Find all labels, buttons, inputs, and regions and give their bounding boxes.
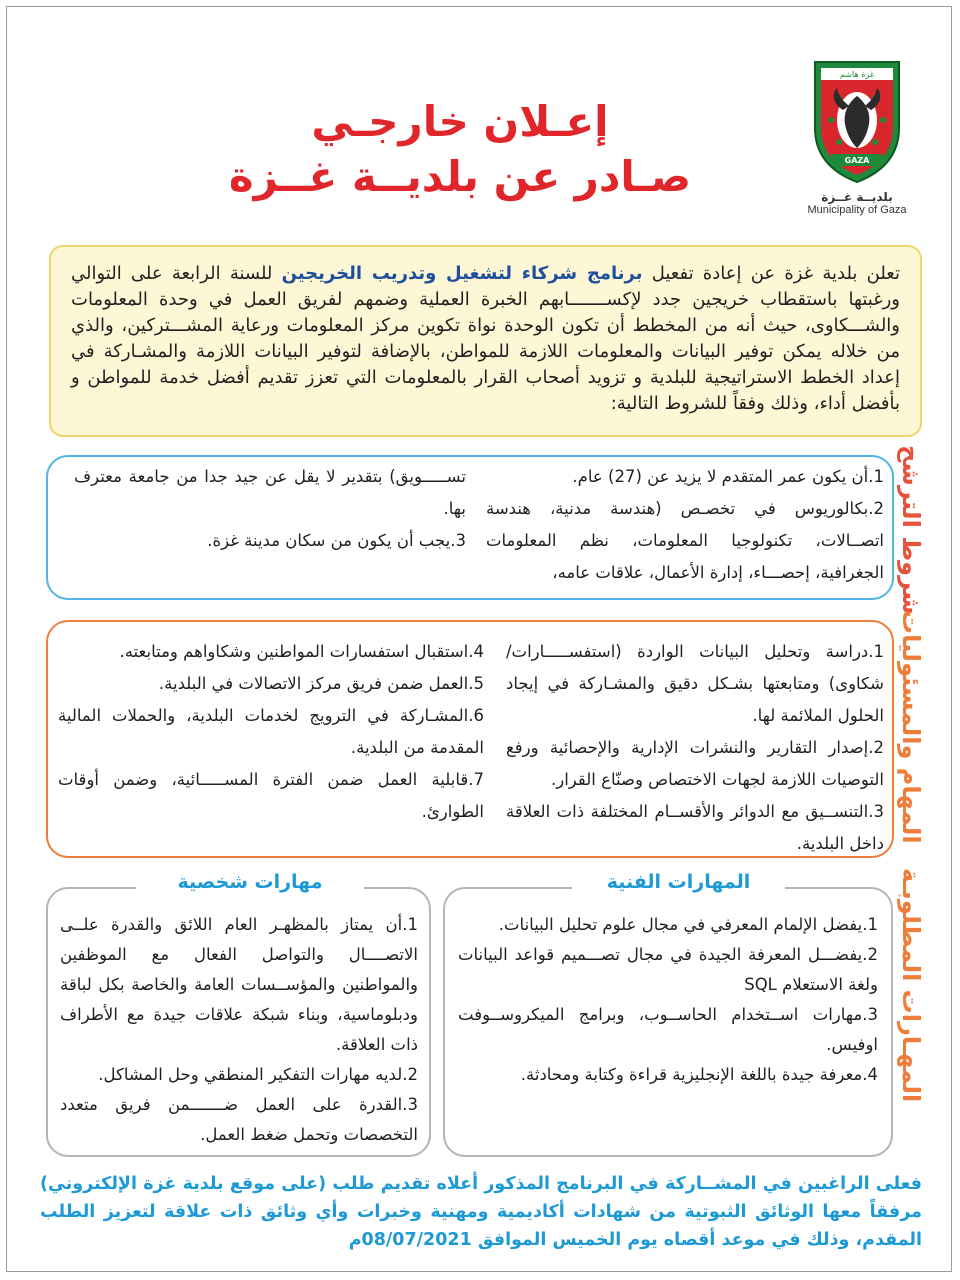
personal-skills-title: مهارات شخصية: [136, 871, 364, 893]
list-item: 1.يفضل الإلمام المعرفي في مجال علوم تحليل البيانات.: [498, 915, 878, 934]
list-item: 6.المشـاركة في الترويج لخدمات البلدية، والحملات المالية المقدمة من البلدية.: [58, 706, 484, 757]
conditions-right-column: [486, 461, 884, 589]
logo-name-arabic: بلديــة غــزة: [821, 190, 893, 204]
list-item: تســـــويق) بتقدير لا يقل عن جيد جدا من جامعة معترف بها.: [74, 467, 466, 518]
application-instructions: فعلى الراغبين في المشــاركة في البرنامج المذكور أعلاه تقديم طلب (على موقع بلدية غزة الإلكتروني) مرفقاً معها الوثائق الثبوتية من شهادات أكاديمية ومهنية وخبرات وأي وثائق ذات علاقة لتعزيز الطلب المقدم، وذلك في موعد أقصاه يوم الخميس الموافق 08/07/2021م: [40, 1174, 922, 1250]
list-item: 7.قابلية العمل ضمن الفترة المســـــائية، وضمن أوقات الطوارئ.: [58, 770, 484, 821]
list-item: 2.لديه مهارات التفكير المنطقي وحل المشاكل.: [98, 1065, 418, 1084]
emblem-band-text: GAZA: [844, 156, 870, 165]
list-item: 2.بكالوريوس في تخصـص (هندسة مدنية، هندسة اتصــالات، تكنولوجيا المعلومات، نظم المعلومات الجغرافية، إحصـــاء، إدارة الأعمال، علاقات عامه،: [486, 499, 884, 582]
list-item: 1.أن يكون عمر المتقدم لا يزيد عن (27) عام.: [572, 467, 884, 486]
announcement-title: [180, 95, 740, 205]
list-item: 1.أن يمتاز بالمظهـر العام اللائق والقدرة علــى الاتصــــال والتواصل الفعال مع الموظفين والمواطنين والمؤســسات العامة والخاصة بكل لباقة ودبلوماسية، وبناء شبكة علاقات جيدة مع الأطراف ذات العلاقة.: [60, 915, 418, 1054]
gaza-emblem-icon: [809, 58, 905, 186]
list-item: 5.العمل ضمن فريق مركز الاتصالات في البلدية.: [158, 674, 484, 693]
personal-skills-list: [60, 910, 418, 1150]
technical-skills-title: المهارات الفنية: [572, 871, 785, 893]
program-name-highlight: برنامج شركاء لتشغيل وتدريب الخريجين: [281, 263, 643, 284]
list-item: 4.معرفة جيدة باللغة الإنجليزية قراءة وكتابة ومحادثة.: [520, 1065, 878, 1084]
title-line-1: إعـلان خارجـي: [311, 97, 609, 146]
conditions-label: شروط الترشح: [897, 445, 925, 615]
list-item: 3.يجب أن يكون من سكان مدينة غزة.: [207, 531, 466, 550]
logo-name-english: Municipality of Gaza: [807, 204, 907, 216]
intro-part-2: للسنة الرابعة على التوالي ورغبتها باستقطاب خريجين جدد لإكســـــــابهم الخبرة العملية وضمهم لفريق العمل في وحدة المعلومات والشـــكاوى، حيث أنه من المخطط أن تكون الوحدة نواة تكوين مركز المعلومات ورعاية المشـــتركين، والذي من خلاله يمكن توفير البيانات والمعلومات اللازمة للمواطن، بالإضافة لتوفير البيانات اللازمة والمشـاركة في إعداد الخطط الاستراتيجية للبلدية و تزويد أصحاب القرار بالمعلومات التي تعزز تقديم أفضل خدمة للمواطن و بأفضل أداء، وذلك وفقاً للشروط التالية:: [71, 263, 900, 414]
emblem-top-text: غزة هاشم: [839, 70, 875, 79]
conditions-left-column: [74, 461, 466, 557]
tasks-right-column: [506, 636, 884, 860]
intro-part-1: تعلن بلدية غزة عن إعادة تفعيل: [642, 263, 900, 284]
list-item: 3.القدرة على العمل ضـــــــمن فريق متعدد التخصصات وتحمل ضغط العمل.: [60, 1095, 418, 1144]
tasks-label: المهام والمسئوليات: [897, 610, 925, 844]
title-line-2: صـادر عن بلديــة غــزة: [228, 152, 692, 201]
list-item: 1.دراسة وتحليل البيانات الواردة (استفســـــارات/ شكاوى) ومتابعتها بشـكل دقيق والمشـاركة في إيجاد الحلول الملائمة لها.: [506, 642, 884, 725]
list-item: 2.يفضـــل المعرفة الجيدة في مجال تصـــميم قواعد البيانات ولغة الاستعلام SQL: [458, 945, 878, 994]
skills-label: المهـارات المطلوبـة: [897, 868, 925, 1103]
municipality-logo: [802, 58, 912, 216]
tasks-left-column: [58, 636, 484, 828]
list-item: 3.مهارات اســتخدام الحاســوب، وبرامج الميكروســوفت اوفيس.: [458, 1005, 878, 1054]
list-item: 4.استقبال استفسارات المواطنين وشكاواهم ومتابعته.: [119, 642, 484, 661]
technical-skills-list: [458, 910, 878, 1090]
list-item: 2.إصدار التقارير والنشرات الإدارية والإحصائية ورفع التوصيات اللازمة لجهات الاختصاص وصنّاع القرار.: [506, 738, 884, 789]
intro-paragraph: [49, 245, 922, 437]
list-item: 3.التنســيق مع الدوائر والأقســام المختلفة ذات العلاقة داخل البلدية.: [506, 802, 884, 853]
